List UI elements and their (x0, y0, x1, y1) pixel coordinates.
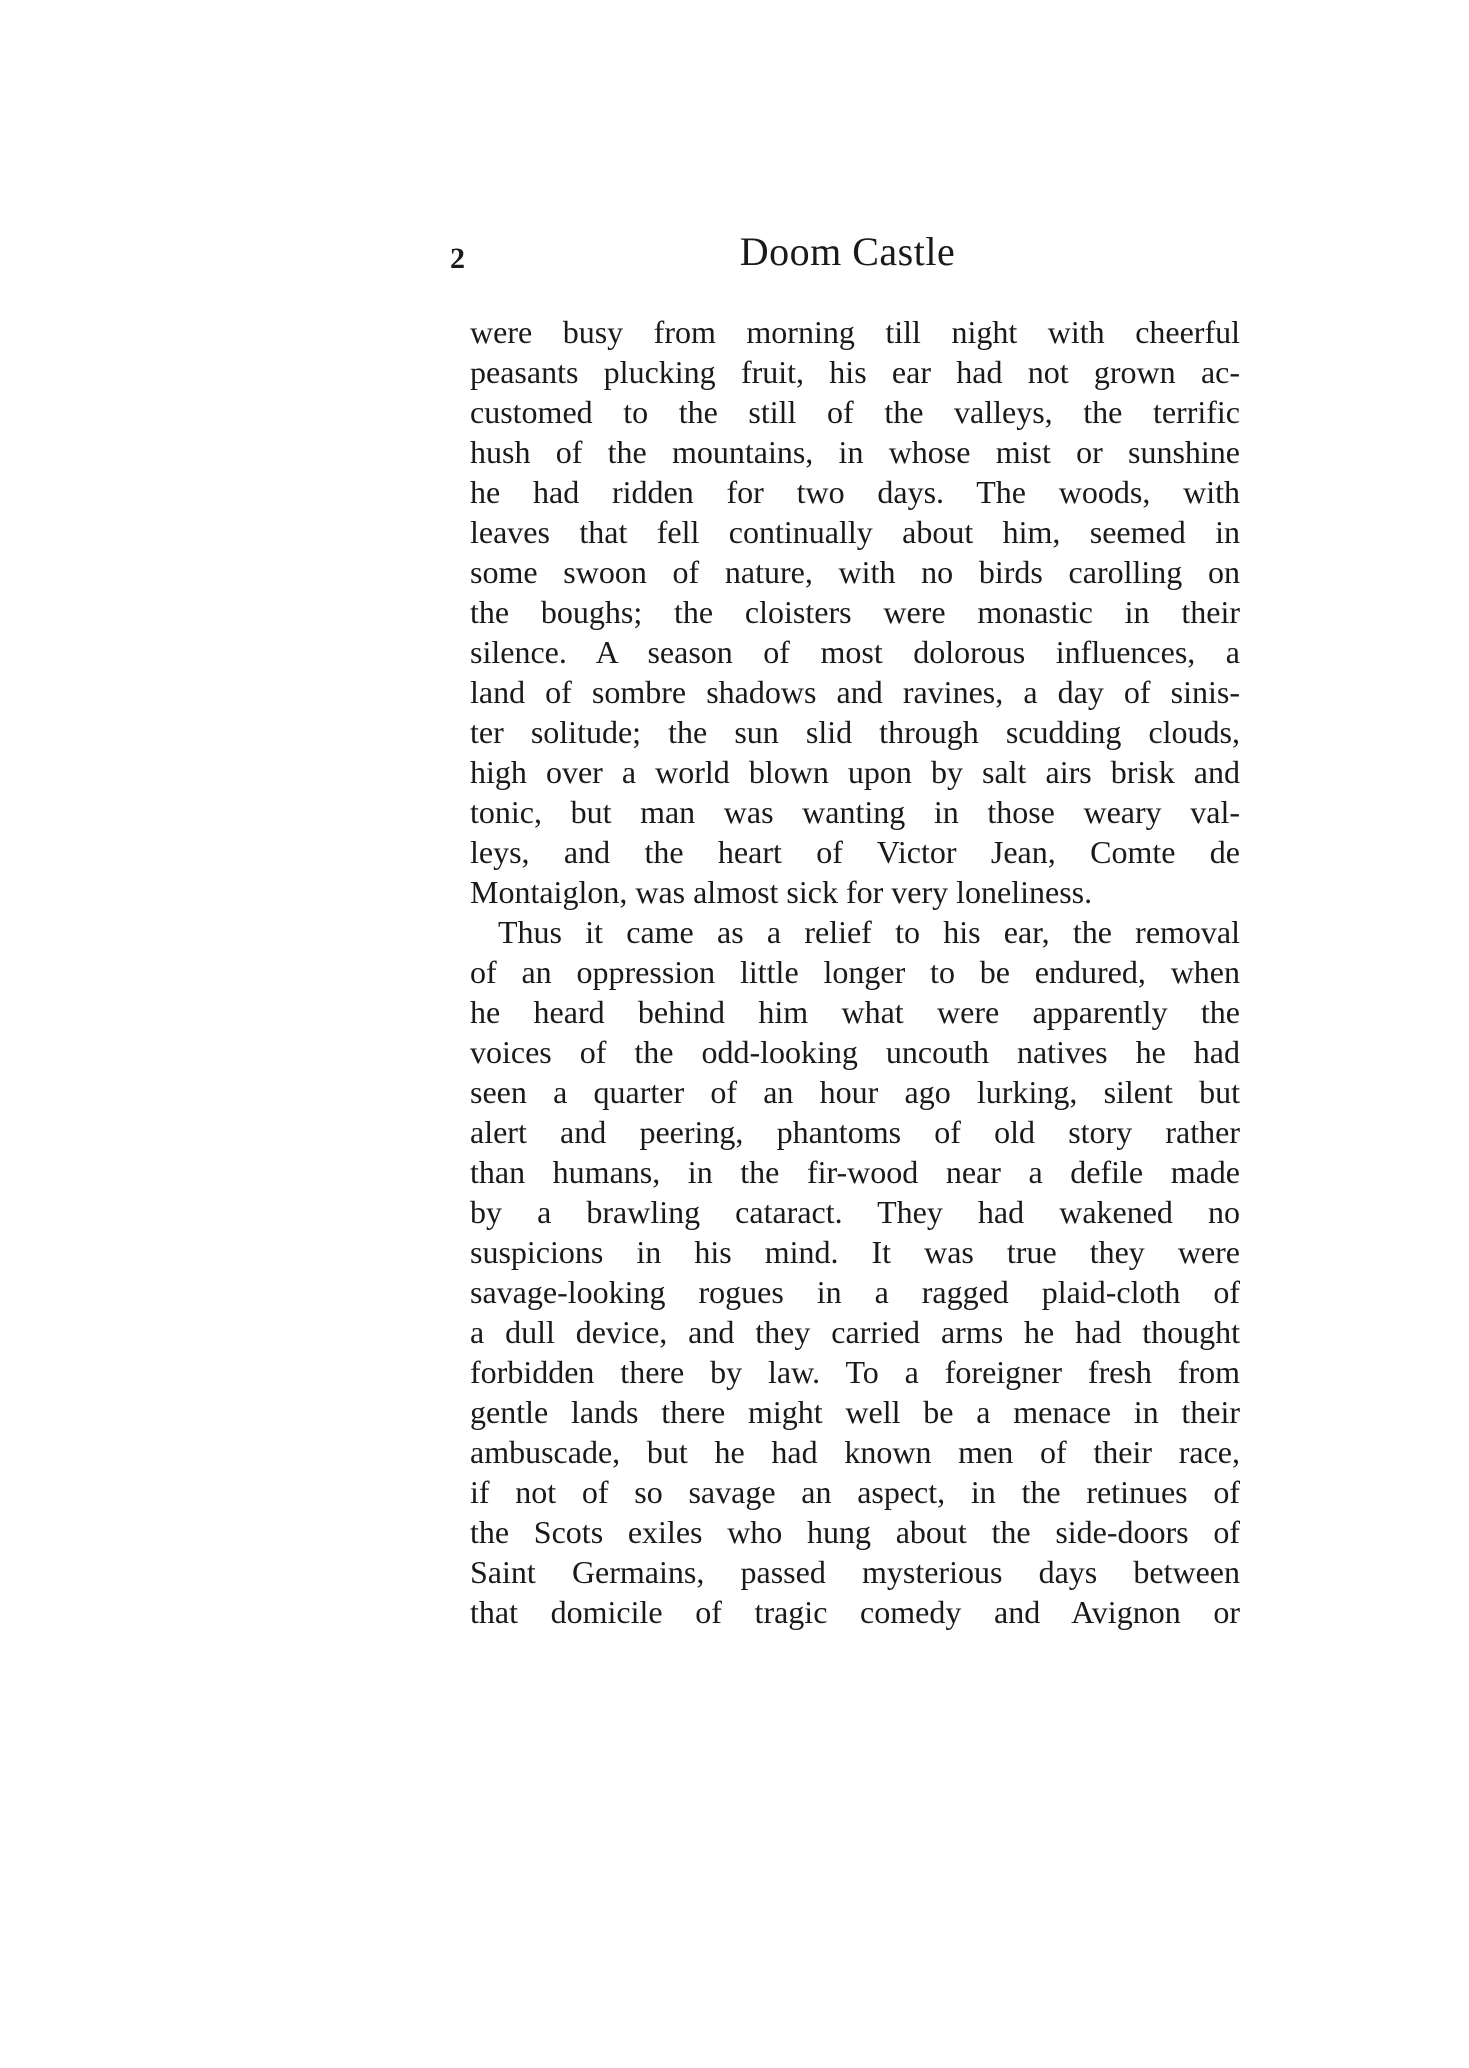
text-line: ambuscade, but he had known men of their race, (470, 1434, 1240, 1470)
text-line: Thus it came as a relief to his ear, the removal (498, 914, 1240, 950)
text-line: leys, and the heart of Victor Jean, Comte de (470, 834, 1240, 870)
text-line: the boughs; the cloisters were monastic in their (470, 594, 1240, 630)
text-line: some swoon of nature, with no birds carolling on (470, 554, 1240, 590)
text-line: silence. A season of most dolorous influences, a (470, 634, 1240, 670)
text-line: high over a world blown upon by salt airs brisk and (470, 754, 1240, 790)
paragraph-2 (470, 912, 1240, 1632)
text-line: alert and peering, phantoms of old story rather (470, 1114, 1240, 1150)
text-line: gentle lands there might well be a menace in their (470, 1394, 1240, 1430)
text-line: he heard behind him what were apparently the (470, 994, 1240, 1030)
text-line: voices of the odd-looking uncouth natives he had (470, 1034, 1240, 1070)
text-line: suspicions in his mind. It was true they were (470, 1234, 1240, 1270)
text-line: savage-looking rogues in a ragged plaid-cloth of (470, 1274, 1240, 1310)
text-line: land of sombre shadows and ravines, a day of sinis- (470, 674, 1240, 710)
body-text (470, 312, 1240, 1632)
text-line: Saint Germains, passed mysterious days between (470, 1554, 1240, 1590)
text-line: if not of so savage an aspect, in the retinues of (470, 1474, 1240, 1510)
text-line: a dull device, and they carried arms he had thought (470, 1314, 1240, 1350)
running-title: Doom Castle (739, 229, 956, 274)
paragraph-1 (470, 312, 1240, 912)
text-line: the Scots exiles who hung about the side-doors of (470, 1514, 1240, 1550)
text-line: Montaiglon, was almost sick for very loneliness. (470, 874, 1093, 910)
text-line: customed to the still of the valleys, the terrific (470, 394, 1240, 430)
page-header (450, 228, 1245, 278)
text-line: peasants plucking fruit, his ear had not grown ac- (470, 354, 1240, 390)
page-number: 2 (450, 242, 466, 275)
text-line: of an oppression little longer to be endured, when (470, 954, 1240, 990)
text-line: hush of the mountains, in whose mist or sunshine (470, 434, 1240, 470)
text-line: he had ridden for two days. The woods, with (470, 474, 1240, 510)
text-line: tonic, but man was wanting in those weary val- (470, 794, 1240, 830)
text-line: that domicile of tragic comedy and Avignon or (470, 1594, 1240, 1630)
text-line: leaves that fell continually about him, seemed in (470, 514, 1240, 550)
text-line: seen a quarter of an hour ago lurking, silent but (470, 1074, 1240, 1110)
text-line: by a brawling cataract. They had wakened no (470, 1194, 1240, 1230)
text-line: than humans, in the fir-wood near a defile made (470, 1154, 1240, 1190)
text-line: ter solitude; the sun slid through scudding clouds, (470, 714, 1240, 750)
text-line: forbidden there by law. To a foreigner fresh from (470, 1354, 1240, 1390)
text-line: were busy from morning till night with cheerful (470, 314, 1240, 350)
